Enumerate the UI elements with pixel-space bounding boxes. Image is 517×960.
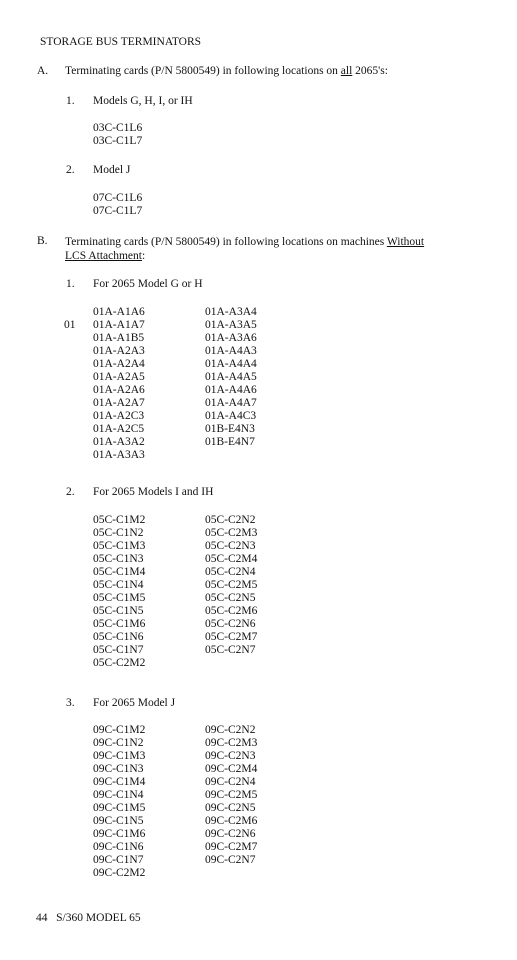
- location-code: 09C-C2N4: [205, 776, 256, 788]
- location-code: 01A-A2A4: [93, 358, 145, 370]
- location-code: 09C-C1M2: [93, 724, 146, 736]
- location-code: 09C-C2M7: [205, 841, 258, 853]
- location-code: 09C-C2N6: [205, 828, 256, 840]
- a-item1-locations: [93, 122, 142, 148]
- a-item2-text: Model J: [93, 164, 131, 176]
- location-code: 09C-C1N4: [93, 789, 144, 801]
- footer-text: S/360 MODEL 65: [56, 912, 141, 924]
- b-item3-right-list: [205, 724, 257, 867]
- location-code: 01A-A2A7: [93, 397, 145, 409]
- location-code: 05C-C2N6: [205, 618, 256, 630]
- location-code: 05C-C2M4: [205, 553, 258, 565]
- b-item1-marker: 01: [64, 319, 76, 331]
- b-item1-num: 1.: [66, 278, 75, 290]
- location-code: 09C-C2M5: [205, 789, 258, 801]
- location-code: 09C-C1N2: [93, 737, 144, 749]
- location-code: 05C-C2N7: [205, 644, 256, 656]
- b-item3-text: For 2065 Model J: [93, 697, 176, 709]
- location-code: 01B-E4N7: [205, 436, 255, 448]
- location-code: 01A-A4A4: [205, 358, 257, 370]
- location-code: 01A-A3A2: [93, 436, 145, 448]
- a-item1-num: 1.: [66, 95, 75, 107]
- location-code: 05C-C1N4: [93, 579, 144, 591]
- location-code: 09C-C2N3: [205, 750, 256, 762]
- location-code: 01A-A4A5: [205, 371, 257, 383]
- b-item3-num: 3.: [66, 697, 75, 709]
- location-code: 01A-A4A3: [205, 345, 257, 357]
- location-code: 01A-A3A5: [205, 319, 257, 331]
- b-item3-left-list: [93, 724, 145, 880]
- location-code: 05C-C1N3: [93, 553, 144, 565]
- location-code: 09C-C2N2: [205, 724, 256, 736]
- location-code: 09C-C2M6: [205, 815, 258, 827]
- location-code: 07C-C1L6: [93, 192, 143, 204]
- section-b-text: Terminating cards (P/N 5800549) in following locations on machines Without LCS Attachment:: [65, 236, 425, 262]
- b-item2-left-list: [93, 514, 145, 670]
- b-item1-left-list: [93, 306, 145, 462]
- location-code: 05C-C2N4: [205, 566, 256, 578]
- location-code: 09C-C1M4: [93, 776, 146, 788]
- location-code: 05C-C1M2: [93, 514, 146, 526]
- location-code: 03C-C1L6: [93, 122, 143, 134]
- location-code: 09C-C2M2: [93, 867, 146, 879]
- location-code: 01A-A3A3: [93, 449, 145, 461]
- page-footer: [36, 912, 141, 924]
- location-code: 05C-C1N7: [93, 644, 144, 656]
- location-code: 09C-C2N7: [205, 854, 256, 866]
- location-code: 01A-A2A3: [93, 345, 145, 357]
- location-code: 05C-C2M6: [205, 605, 258, 617]
- location-code: 09C-C2N5: [205, 802, 256, 814]
- location-code: 01A-A2A6: [93, 384, 145, 396]
- a-item1-text: Models G, H, I, or IH: [93, 95, 193, 107]
- location-code: 01A-A1A7: [93, 319, 145, 331]
- section-a-text: Terminating cards (P/N 5800549) in following locations on all 2065's:: [65, 65, 388, 77]
- location-code: 03C-C1L7: [93, 135, 143, 147]
- page-number: 44: [36, 912, 48, 924]
- a-item2-locations: [93, 192, 142, 218]
- section-a-emphasis: all: [340, 65, 353, 77]
- section-b-emphasis-2: LCS Attachment: [65, 250, 142, 262]
- location-code: 09C-C1M5: [93, 802, 146, 814]
- location-code: 05C-C1M5: [93, 592, 146, 604]
- location-code: 07C-C1L7: [93, 205, 143, 217]
- location-code: 09C-C1N5: [93, 815, 144, 827]
- a-item2-num: 2.: [66, 164, 75, 176]
- b-item2-right-list: [205, 514, 257, 657]
- location-code: 01A-A4A6: [205, 384, 257, 396]
- location-code: 05C-C1M6: [93, 618, 146, 630]
- location-code: 05C-C1N2: [93, 527, 144, 539]
- location-code: 01A-A3A6: [205, 332, 257, 344]
- location-code: 05C-C1M3: [93, 540, 146, 552]
- location-code: 09C-C1M6: [93, 828, 146, 840]
- location-code: 09C-C1M3: [93, 750, 146, 762]
- location-code: 01A-A2C5: [93, 423, 145, 435]
- location-code: 01A-A3A4: [205, 306, 257, 318]
- location-code: 09C-C2M4: [205, 763, 258, 775]
- location-code: 05C-C1N5: [93, 605, 144, 617]
- location-code: 05C-C2N2: [205, 514, 256, 526]
- location-code: 05C-C2M2: [93, 657, 146, 669]
- b-item2-num: 2.: [66, 486, 75, 498]
- section-a-label: A.: [37, 65, 49, 77]
- section-b-emphasis: Without: [386, 236, 425, 248]
- page-title: STORAGE BUS TERMINATORS: [40, 36, 202, 48]
- location-code: 09C-C2M3: [205, 737, 258, 749]
- location-code: 05C-C2M7: [205, 631, 258, 643]
- location-code: 01B-E4N3: [205, 423, 255, 435]
- location-code: 05C-C2M3: [205, 527, 258, 539]
- b-item1-text: For 2065 Model G or H: [93, 278, 203, 290]
- location-code: 01A-A4C3: [205, 410, 257, 422]
- location-code: 09C-C1N7: [93, 854, 144, 866]
- location-code: 01A-A2C3: [93, 410, 145, 422]
- b-item2-text: For 2065 Models I and IH: [93, 486, 214, 498]
- location-code: 05C-C1M4: [93, 566, 146, 578]
- location-code: 01A-A1B5: [93, 332, 145, 344]
- b-item1-right-list: [205, 306, 257, 449]
- location-code: 05C-C1N6: [93, 631, 144, 643]
- location-code: 05C-C2N3: [205, 540, 256, 552]
- location-code: 01A-A2A5: [93, 371, 145, 383]
- location-code: 01A-A1A6: [93, 306, 145, 318]
- location-code: 05C-C2M5: [205, 579, 258, 591]
- location-code: 01A-A4A7: [205, 397, 257, 409]
- location-code: 09C-C1N3: [93, 763, 144, 775]
- section-b-label: B.: [37, 235, 48, 247]
- location-code: 09C-C1N6: [93, 841, 144, 853]
- location-code: 05C-C2N5: [205, 592, 256, 604]
